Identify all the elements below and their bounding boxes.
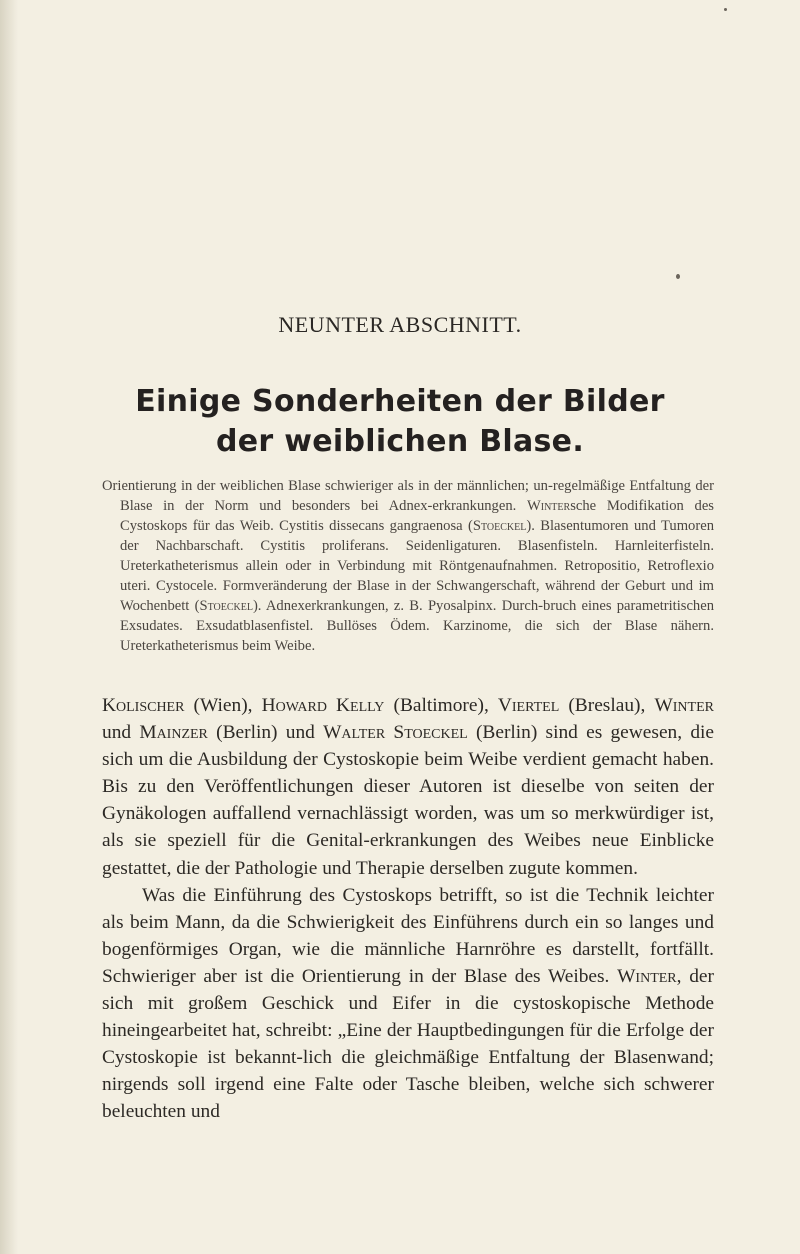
chapter-summary bbox=[102, 476, 714, 656]
author-kolischer: Kolischer bbox=[102, 695, 185, 716]
author-stoeckel: Stoeckel bbox=[472, 518, 527, 534]
paragraph-1 bbox=[102, 692, 714, 882]
paragraph-1-text: (Berlin) und bbox=[207, 722, 324, 744]
chapter-title bbox=[40, 382, 760, 462]
author-mainzer: Mainzer bbox=[139, 722, 208, 744]
paragraph-1-text: und bbox=[102, 722, 140, 744]
summary-part-1: Orientierung in der weiblichen Blase schwieriger als in der männlichen; un-regelmäßige Entfaltung der Blase in der Norm und besonders bei Adnex-erkrankungen. bbox=[102, 478, 714, 514]
summary-text bbox=[102, 476, 714, 656]
paragraph-1-text: (Wien), bbox=[184, 695, 262, 716]
author-winter: Winter bbox=[654, 695, 714, 716]
paragraph-1-text: (Breslau), bbox=[559, 695, 655, 716]
author-viertel: Viertel bbox=[497, 695, 560, 716]
page-gutter-shadow bbox=[0, 0, 18, 1254]
summary-part-3: ). Blasentumoren und Tumoren der Nachbarschaft. Cystitis proliferans. Seidenligaturen. Blasenfisteln. Harnleiterfisteln. Ureterkatheterismus allein oder in Verbindung mit Röntgenaufnahmen. Retropositio, Retroflexio uteri. Cystocele. Formveränderung der Blase in der Schwangerschaft, während der Geburt und im Wochenbett ( bbox=[120, 518, 714, 614]
paragraph-2-text: Was die Einführung des Cystoskops betrifft, so ist die Technik leichter als beim Mann, da die Schwierigkeit des Einführens durch ein so langes und bogenförmiges Organ, wie die männliche Harnröhre es darstellt, fortfällt. Schwieriger aber ist die Orientierung in der Blase des Weibes. bbox=[102, 884, 714, 987]
chapter-title-line-2: der weiblichen Blase. bbox=[215, 424, 585, 459]
author-winter: Winter bbox=[617, 965, 677, 987]
body-text bbox=[102, 692, 714, 1126]
paragraph-1-text: (Baltimore), bbox=[384, 695, 498, 716]
paper-speck bbox=[676, 274, 680, 279]
summary-part-2: sche Modifikation des Cystoskops für das Weib. Cystitis dissecans gangraenosa ( bbox=[120, 498, 714, 534]
paragraph-2 bbox=[102, 882, 714, 1126]
chapter-title-line-1: Einige Sonderheiten der Bilder bbox=[135, 384, 665, 419]
paper-speck bbox=[724, 8, 727, 11]
author-walter-stoeckel: Walter Stoeckel bbox=[323, 722, 468, 744]
paragraph-1-text: (Berlin) sind es gewesen, die sich um die Ausbildung der Cystoskopie beim Weibe verdient gemacht haben. Bis zu den Veröffentlichungen dieser Autoren ist dieselbe von seiten der Gynäkologen auffallend vernachlässigt worden, was um so merkwürdiger ist, als sie speziell für die Genital-erkrankungen des Weibes neue Einblicke gestattet, die der Pathologie und Therapie derselben zugute kommen. bbox=[102, 722, 715, 879]
author-winter: Winter bbox=[526, 498, 571, 514]
paragraph-2-text: , der sich mit großem Geschick und Eifer in die cystoskopische Methode hineingearbeitet hat, schreibt: „Eine der Hauptbedingungen für die Erfolge der Cystoskopie ist bekannt-lich die gleichmäßige Entfaltung der Blasenwand; nirgends soll irgend eine Falte oder Tasche bleiben, welche sich schwerer beleuchten und bbox=[102, 965, 714, 1123]
author-stoeckel: Stoeckel bbox=[199, 598, 253, 614]
author-howard-kelly: Howard Kelly bbox=[261, 695, 385, 716]
section-heading: NEUNTER ABSCHNITT. bbox=[278, 312, 522, 337]
summary-part-4: ). Adnexerkrankungen, z. B. Pyosalpinx. Durch-bruch eines parametritischen Exsudates. Exsudatblasenfistel. Bullöses Ödem. Karzinome, die sich der Blase nähern. Ureterkatheterismus beim Weibe. bbox=[120, 598, 715, 654]
